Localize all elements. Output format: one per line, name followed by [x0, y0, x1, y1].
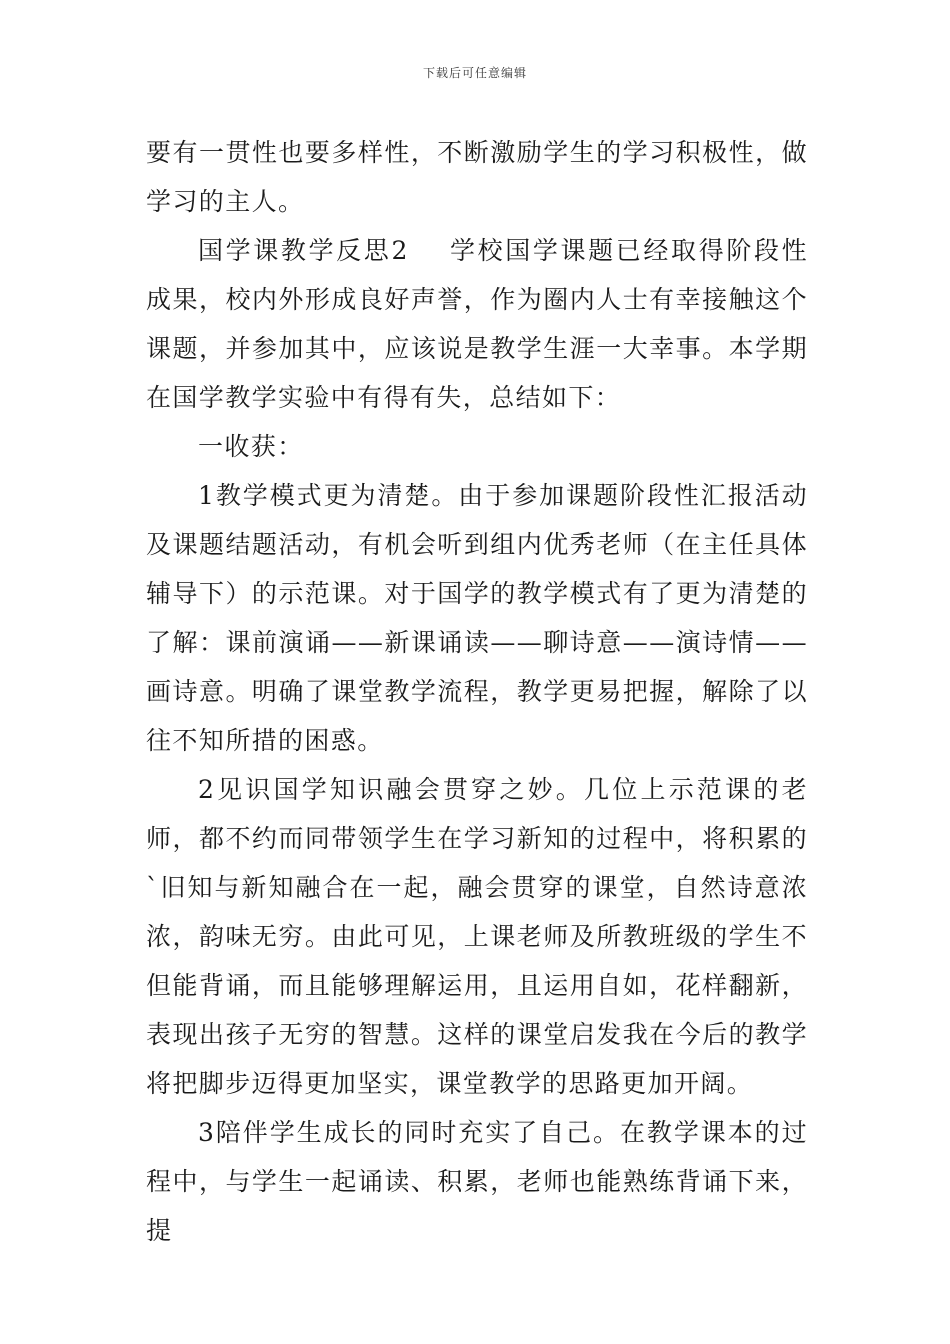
paragraph-point-2: 2见识国学知识融会贯穿之妙。几位上示范课的老师，都不约而同带领学生在学习新知的过程中，将积累的`旧知与新知融合在一起，融会贯穿的课堂，自然诗意浓浓，韵味无穷。由此可见，上课老师及所教班级的学生不但能背诵，而且能够理解运用，且运用自如，花样翻新，表现出孩子无穷的智慧。这样的课堂启发我在今后的教学将把脚步迈得更加坚实，课堂教学的思路更加开阔。: [146, 775, 808, 1098]
section-title: 国学课教学反思2: [198, 236, 409, 265]
page-header-note: 下载后可任意编辑: [422, 66, 527, 80]
paragraph-text: 学校国学课题已经取得阶段性成果，校内外形成良好声誉，作为圈内人士有幸接触这个课题，并参加其中，应该说是教学生涯一大幸事。本学期在国学教学实验中有得有失，总结如下：: [146, 236, 808, 412]
document-body: [146, 128, 808, 1255]
paragraph-gains-heading: 一收获：: [198, 432, 304, 461]
paragraph-reflection-2: [146, 226, 808, 422]
paragraph-point-3: 3陪伴学生成长的同时充实了自己。在教学课本的过程中，与学生一起诵读、积累，老师也能熟练背诵下来，提: [146, 1118, 808, 1245]
paragraph-point-1: 1教学模式更为清楚。由于参加课题阶段性汇报活动及课题结题活动，有机会听到组内优秀老师（在主任具体辅导下）的示范课。对于国学的教学模式有了更为清楚的了解：课前演诵——新课诵读——聊诗意——演诗情——画诗意。明确了课堂教学流程，教学更易把握，解除了以往不知所措的困惑。: [146, 481, 808, 755]
paragraph-continuation: 要有一贯性也要多样性，不断激励学生的学习积极性，做学习的主人。: [146, 138, 808, 216]
